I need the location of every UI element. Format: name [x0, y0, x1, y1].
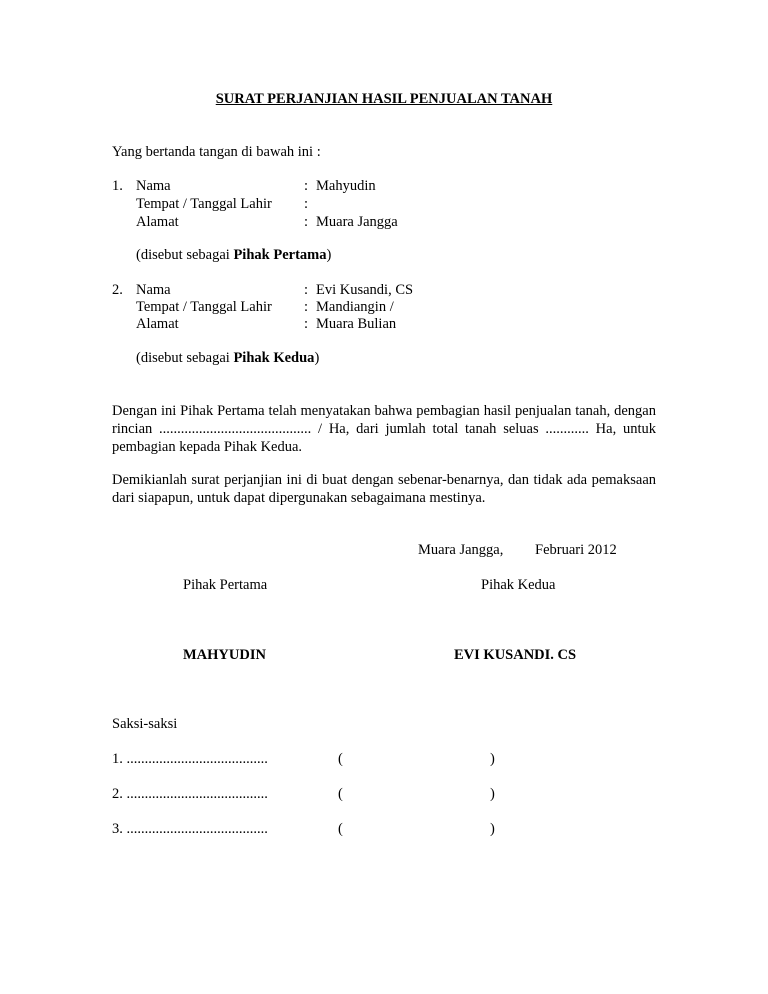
party1-label-birth: Tempat / Tanggal Lahir	[136, 196, 272, 212]
party2-note-prefix: (disebut sebagai	[136, 350, 234, 366]
party1-note-bold: Pihak Pertama	[233, 247, 327, 263]
signing-date: Februari 2012	[535, 542, 617, 558]
witness-sign-close: )	[490, 786, 495, 802]
party2-value-address: Muara Bulian	[316, 316, 397, 332]
party2-colon: :	[304, 316, 309, 332]
party1-note-prefix: (disebut sebagai	[136, 247, 234, 263]
document-title: SURAT PERJANJIAN HASIL PENJUALAN TANAH	[215, 91, 553, 107]
paragraph-closing: Demikianlah surat perjanjian ini di buat dengan sebenar-benarnya, dan tidak ada pemaksaan dari siapapun, untuk dapat dipergunakan sebagaimana mestinya.	[112, 472, 656, 506]
party1-value-address: Muara Jangga	[316, 214, 398, 230]
witness-heading: Saksi-saksi	[112, 716, 178, 732]
witness-sign-open: (	[338, 821, 343, 837]
witness-sign-open: (	[338, 786, 343, 802]
first-party-name: MAHYUDIN	[183, 647, 266, 663]
party2-value-name: Evi Kusandi, CS	[316, 282, 414, 298]
witness-sign-close: )	[490, 821, 495, 837]
party2-note-suffix: )	[314, 350, 320, 366]
second-party-name: EVI KUSANDI. CS	[454, 647, 577, 663]
witness-line-1: 1. .......................................	[112, 751, 268, 767]
party2-note	[136, 349, 319, 367]
first-party-role: Pihak Pertama	[183, 577, 268, 593]
paragraph-agreement: Dengan ini Pihak Pertama telah menyatakan bahwa pembagian hasil penjualan tanah, dengan rincian .......................................... / Ha, dari jumlah total tanah seluas ............ Ha, untuk pembagian kepada Pihak Kedua.	[112, 403, 656, 455]
party1-colon: :	[304, 196, 309, 212]
witness-sign-close: )	[490, 751, 495, 767]
witness-sign-open: (	[338, 751, 343, 767]
party2-note-bold: Pihak Kedua	[233, 350, 315, 366]
party2-colon: :	[304, 282, 309, 298]
party2-number: 2.	[112, 282, 123, 298]
second-party-role: Pihak Kedua	[481, 577, 556, 593]
party1-note-suffix: )	[326, 247, 332, 263]
witness-line-2: 2. .......................................	[112, 786, 268, 802]
party1-number: 1.	[112, 178, 123, 194]
party1-colon: :	[304, 178, 309, 194]
party1-note	[136, 246, 331, 264]
signing-place: Muara Jangga,	[418, 542, 504, 558]
party2-value-birth: Mandiangin /	[316, 299, 394, 315]
party1-value-name: Mahyudin	[316, 178, 376, 194]
party2-colon: :	[304, 299, 309, 315]
party2-label-birth: Tempat / Tanggal Lahir	[136, 299, 272, 315]
intro-text: Yang bertanda tangan di bawah ini :	[112, 144, 321, 160]
party2-label-name: Nama	[136, 282, 171, 298]
party1-label-address: Alamat	[136, 214, 179, 230]
party1-label-name: Nama	[136, 178, 171, 194]
party2-label-address: Alamat	[136, 316, 179, 332]
party1-colon: :	[304, 214, 309, 230]
witness-line-3: 3. .......................................	[112, 821, 268, 837]
